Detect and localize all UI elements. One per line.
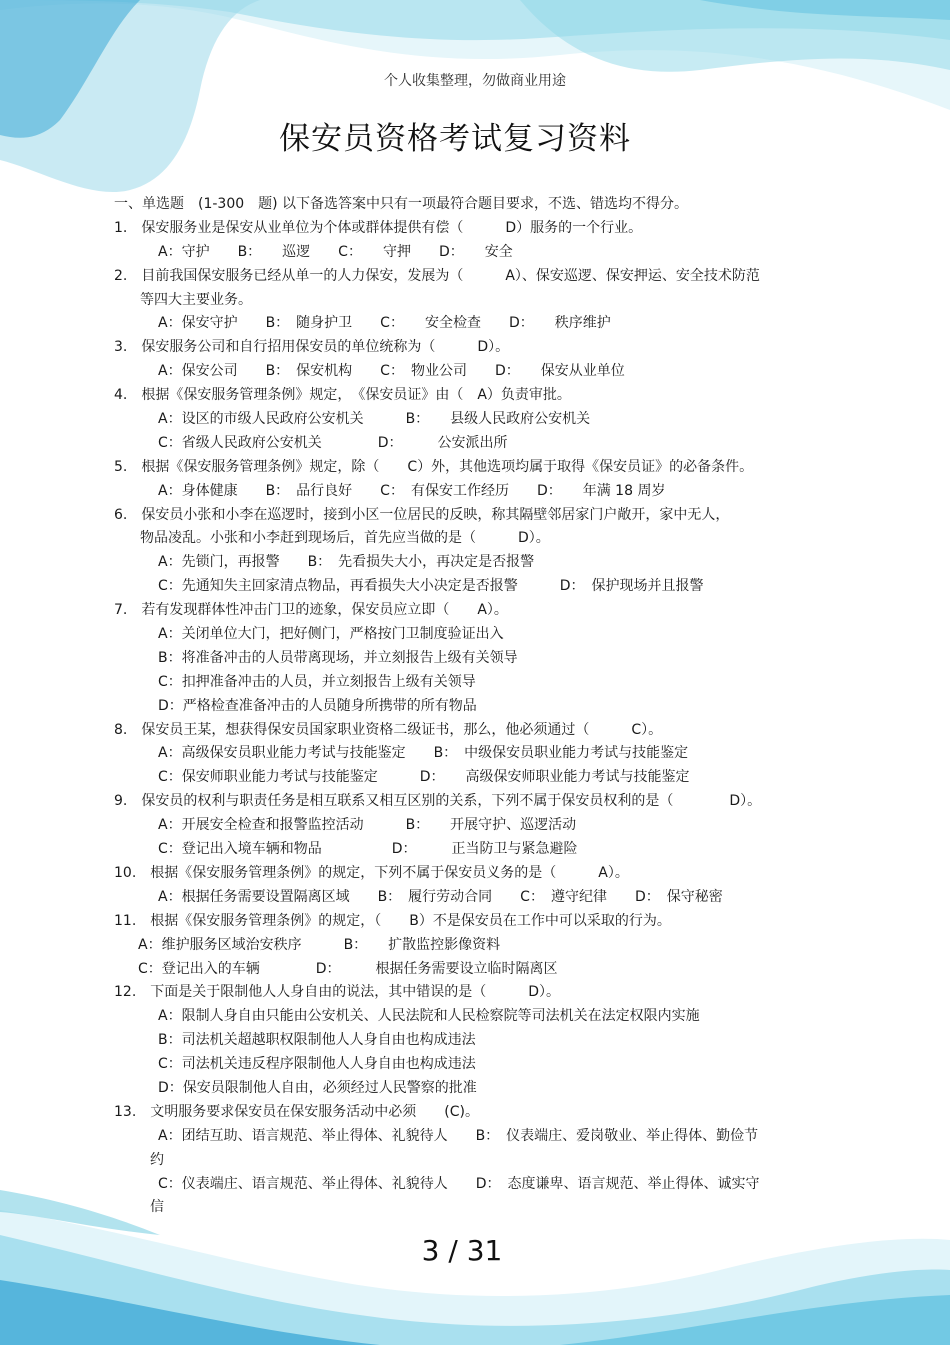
text-line: A：关闭单位大门，把好侧门，严格按门卫制度验证出入 [158,626,504,643]
text-line: A：身体健康 B： 品行良好 C： 有保安工作经历 D： 年满 18 周岁 [158,482,666,499]
text-line: 11. 根据《保安服务管理条例》的规定，（ B）不是保安员在工作中可以采取的行为。 [114,912,671,929]
document-title: 保安员资格考试复习资料 [279,121,631,157]
text-line: 一、单选题 (1-300 题) 以下备选答案中只有一项最符合题目要求，不选、错选均不得分。 [114,196,689,212]
text-line: A：守护 B： 巡逻 C： 守押 D： 安全 [158,243,513,260]
text-line: 8. 保安员王某，想获得保安员国家职业资格二级证书，那么，他必须通过（ C）。 [114,721,663,738]
text-line: 等四大主要业务。 [140,291,252,308]
page-number: 3 / 31 [421,1234,503,1267]
text-line: B：司法机关超越职权限制他人人身自由也构成违法 [158,1032,476,1049]
text-line: D：保安员限制他人自由，必须经过人民警察的批准 [158,1079,477,1096]
text-line: A：开展安全检查和报警监控活动 B： 开展守护、巡逻活动 [158,817,577,834]
text-line: 6. 保安员小张和小李在巡逻时，接到小区一位居民的反映，称其隔壁邻居家门户敞开，家中无人， [114,506,730,523]
text-line: 4. 根据《保安服务管理条例》规定， 《保安员证》由（ A）负责审批。 [114,387,571,404]
text-line: 约 [150,1151,164,1168]
text-line: 1. 保安服务业是保安从业单位为个体或群体提供有偿（ D）服务的一个行业。 [114,219,643,236]
text-line: A：维护服务区域治安秩序 B： 扩散监控影像资料 [138,936,501,953]
text-line: A：团结互助、语言规范、举止得体、礼貌待人 B： 仪表端庄、爱岗敬业、举止得体、勤俭节 [158,1127,759,1144]
text-line: A：保安公司 B： 保安机构 C： 物业公司 D： 保安从业单位 [158,363,625,380]
text-line: C：扣押准备冲击的人员，并立刻报告上级有关领导 [158,673,476,690]
text-line: C：登记出入境车辆和物品 D： 正当防卫与紧急避险 [158,841,578,858]
text-line: 信 [150,1199,164,1216]
text-line: 9. 保安员的权利与职责任务是相互联系又相互区别的关系，下列不属于保安员权利的是（ D）。 [114,793,762,810]
text-line: 物品凌乱。小张和小李赶到现场后，首先应当做的是（ D）。 [140,530,550,547]
page-header: 个人收集整理，勿做商业用途 [384,73,566,89]
text-line: C：保安师职业能力考试与技能鉴定 D： 高级保安师职业能力考试与技能鉴定 [158,769,690,786]
text-line: 13. 文明服务要求保安员在保安服务活动中必须 (C)。 [114,1103,479,1120]
text-line: A：保安守护 B： 随身护卫 C： 安全检查 D： 秩序维护 [158,315,611,332]
text-line: 12. 下面是关于限制他人人身自由的说法，其中错误的是（ D）。 [114,984,561,1001]
text-line: B：将准备冲击的人员带离现场，并立刻报告上级有关领导 [158,649,518,666]
text-line: A：先锁门，再报警 B： 先看损失大小，再决定是否报警 [158,554,535,571]
text-line: A：限制人身自由只能由公安机关、人民法院和人民检察院等司法机关在法定权限内实施 [158,1008,700,1025]
text-line: 7. 若有发现群体性冲击门卫的迹象，保安员应立即（ A）。 [114,602,508,619]
text-line: D：严格检查准备冲击的人员随身所携带的所有物品 [158,697,477,714]
question-list [114,193,814,1220]
text-line: A：根据任务需要设置隔离区域 B： 履行劳动合同 C： 遵守纪律 D： 保守秘密 [158,888,723,905]
text-line: C：登记出入的车辆 D： 根据任务需要设立临时隔离区 [138,960,558,977]
text-line: 10. 根据《保安服务管理条例》的规定，下列不属于保安员义务的是（ A）。 [114,864,629,881]
text-line: A：高级保安员职业能力考试与技能鉴定 B： 中级保安员职业能力考试与技能鉴定 [158,745,689,762]
text-line: C：先通知失主回家清点物品，再看损失大小决定是否报警 D： 保护现场并且报警 [158,578,704,595]
text-line: 3. 保安服务公司和自行招用保安员的单位统称为（ D）。 [114,339,510,356]
text-line: 2. 目前我国保安服务已经从单一的人力保安，发展为（ A）、保安巡逻、保安押运、安全技术防范 [114,267,760,284]
text-line: C：司法机关违反程序限制他人人身自由也构成违法 [158,1056,476,1073]
text-line: C：省级人民政府公安机关 D： 公安派出所 [158,434,508,451]
text-line: A：设区的市级人民政府公安机关 B： 县级人民政府公安机关 [158,411,591,428]
text-line: C：仪表端庄、语言规范、举止得体、礼貌待人 D： 态度谦卑、语言规范、举止得体、诚实守 [158,1175,760,1192]
text-line: 5. 根据《保安服务管理条例》规定，除（ C）外，其他选项均属于取得《保安员证》的必备条件。 [114,458,754,475]
